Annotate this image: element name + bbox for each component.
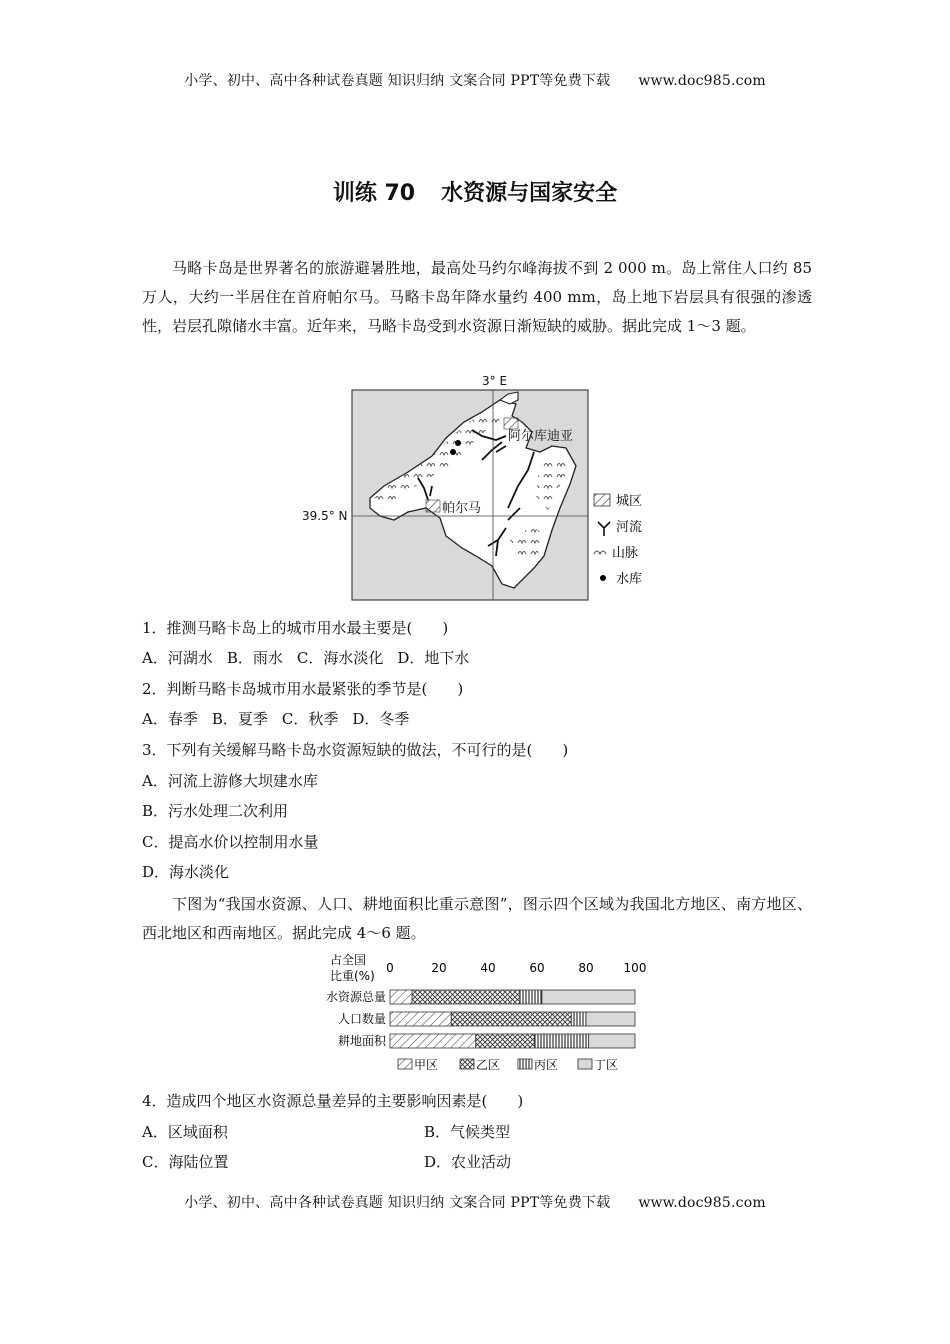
legend-swatch	[460, 1059, 474, 1069]
category-label: 人口数量	[337, 1012, 386, 1026]
title-topic: 水资源与国家安全	[441, 181, 618, 206]
legend-label: 丙区	[534, 1058, 559, 1072]
category-label: 水资源总量	[325, 990, 386, 1004]
q3-option-a[interactable]: A．河流上游修大坝建水库	[142, 772, 318, 790]
city-label-palma: 帕尔马	[442, 501, 482, 516]
footer-site[interactable]: www.doc985.com	[638, 1195, 766, 1211]
legend-city: 城区	[616, 494, 643, 509]
x-tick-label: 20	[431, 961, 447, 975]
intro-paragraph-1: 马略卡岛是世界著名的旅游避暑胜地，最高处马约尔峰海拔不到 2 000 m。岛上常住人口约 85 万人，大约一半居住在首府帕尔马。马略卡岛年降水量约 400 mm，岛上地下岩层具有很强的渗透性，岩层孔隙储水丰富。近年来，马略卡岛受到水资源日渐短缺的威胁。据此完成 1～3 题。	[142, 259, 812, 335]
x-tick-label: 40	[480, 961, 496, 975]
question-2: 2．判断马略卡岛城市用水最紧张的季节是( )	[142, 680, 464, 698]
page-footer	[0, 1192, 950, 1212]
bar-segment	[451, 1012, 571, 1026]
reservoir-2	[450, 449, 456, 455]
q2-option-c[interactable]: C．秋季	[281, 710, 339, 728]
q2-stem: 2．判断马略卡岛城市用水最紧张的季节是(	[142, 680, 428, 698]
bar-segment	[586, 1012, 635, 1026]
header-site[interactable]: www.doc985.com	[638, 73, 766, 89]
q2-option-d[interactable]: D．冬季	[352, 710, 410, 728]
q1-option-a[interactable]: A．河湖水	[142, 649, 213, 667]
latitude-label: 39.5° N	[302, 509, 348, 523]
chart-ticks	[386, 961, 646, 975]
question-1-options	[142, 648, 483, 668]
legend-swatch	[518, 1059, 532, 1069]
bar-segment	[520, 990, 542, 1004]
question-1: 1．推测马略卡岛上的城市用水最主要是( )	[142, 619, 449, 637]
chart-legend	[398, 1058, 618, 1072]
q2-option-b[interactable]: B．夏季	[211, 710, 268, 728]
map-legend	[594, 494, 642, 587]
q3-stem: 3．下列有关缓解马略卡岛水资源短缺的做法，不可行的是(	[142, 741, 533, 759]
chart-categories	[326, 989, 387, 1048]
legend-label: 丁区	[594, 1058, 619, 1072]
q4-stem: 4．造成四个地区水资源总量差异的主要影响因素是(	[142, 1092, 488, 1110]
q1-option-d[interactable]: D．地下水	[397, 649, 470, 667]
q4-option-a[interactable]: A．区域面积	[142, 1123, 228, 1141]
intro-paragraph-2: 下图为“我国水资源、人口、耕地面积比重示意图”，图示四个区域为我国北方地区、南方地区、西北地区和西南地区。据此完成 4～6 题。	[142, 895, 812, 942]
footer-text: 小学、初中、高中各种试卷真题 知识归纳 文案合同 PPT等免费下载	[184, 1195, 611, 1211]
page-title	[0, 176, 950, 207]
chart-ylabel-line2: 比重(%)	[330, 969, 375, 983]
q3-option-d[interactable]: D．海水淡化	[142, 863, 230, 881]
city-alcudia-area	[504, 418, 518, 429]
bar-segment	[542, 990, 635, 1004]
header-text: 小学、初中、高中各种试卷真题 知识归纳 文案合同 PPT等免费下载	[184, 73, 611, 89]
bar-segment	[412, 990, 520, 1004]
x-tick-label: 0	[386, 961, 394, 975]
bar-segment	[390, 1012, 451, 1026]
legend-label: 甲区	[414, 1058, 439, 1072]
legend-swatch	[578, 1059, 592, 1069]
bar-segment	[390, 990, 412, 1004]
bar-segment	[588, 1034, 635, 1048]
question-4: 4．造成四个地区水资源总量差异的主要影响因素是( )	[142, 1092, 524, 1110]
q1-option-b[interactable]: B．雨水	[226, 649, 283, 667]
q4-option-b[interactable]: B．气候类型	[424, 1123, 511, 1141]
city-label-alcudia: 阿尔库迪亚	[508, 429, 574, 444]
legend-label: 乙区	[476, 1058, 501, 1072]
legend-swatch	[398, 1059, 412, 1069]
question-3: 3．下列有关缓解马略卡岛水资源短缺的做法，不可行的是( )	[142, 741, 569, 759]
x-tick-label: 100	[623, 961, 647, 975]
bar-segment	[571, 1012, 586, 1026]
legend-river: 河流	[616, 520, 643, 535]
longitude-label: 3° E	[482, 374, 508, 388]
chart-bars	[390, 990, 635, 1048]
title-number: 训练 70	[332, 181, 416, 206]
bar-segment	[390, 1034, 476, 1048]
bar-segment	[535, 1034, 589, 1048]
x-tick-label: 80	[578, 961, 594, 975]
q4-option-d[interactable]: D．农业活动	[424, 1153, 512, 1171]
q1-stem: 1．推测马略卡岛上的城市用水最主要是(	[142, 619, 413, 637]
q2-option-a[interactable]: A．春季	[142, 710, 198, 728]
city-palma-area	[426, 500, 440, 512]
q3-option-c[interactable]: C．提高水价以控制用水量	[142, 833, 319, 851]
chart-ylabel-line1: 占全国	[330, 953, 367, 967]
x-tick-label: 60	[529, 961, 545, 975]
stacked-bar-chart	[300, 952, 660, 1076]
page-header	[0, 70, 950, 90]
mallorca-map	[296, 370, 666, 604]
question-2-options	[142, 709, 423, 729]
category-label: 耕地面积	[337, 1034, 386, 1048]
reservoir-1	[455, 440, 461, 446]
legend-mountain: 山脉	[612, 546, 639, 561]
legend-reservoir: 水库	[616, 572, 643, 587]
q1-option-c[interactable]: C．海水淡化	[296, 649, 384, 667]
bar-segment	[476, 1034, 535, 1048]
q4-option-c[interactable]: C．海陆位置	[142, 1153, 229, 1171]
q3-option-b[interactable]: B．污水处理二次利用	[142, 802, 289, 820]
